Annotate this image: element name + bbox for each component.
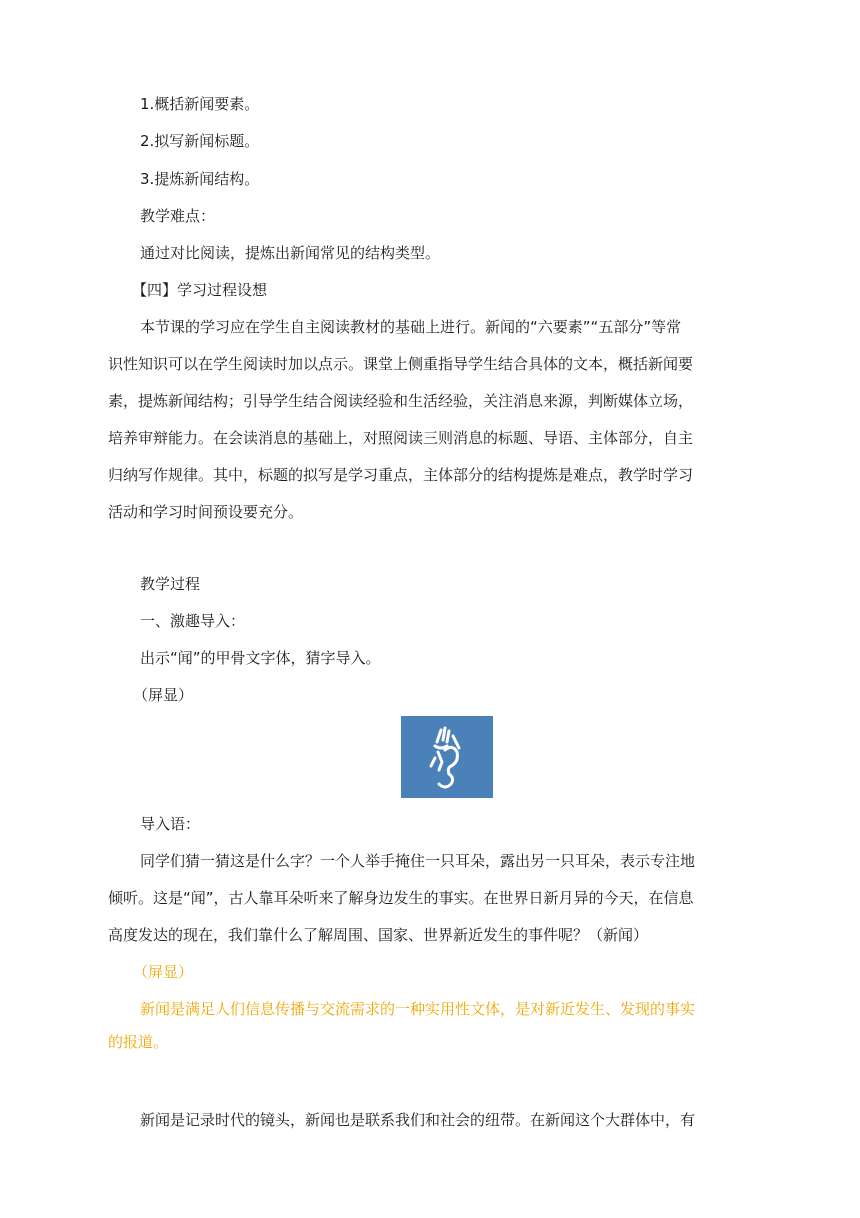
paragraph-line: 素，提炼新闻结构；引导学生结合阅读经验和生活经验，关注消息来源，判断媒体立场， xyxy=(108,392,694,410)
oracle-bone-wen-image xyxy=(401,716,493,798)
paragraph-line: 同学们猜一猜这是什么字？一个人举手掩住一只耳朵，露出另一只耳朵，表示专注地 xyxy=(140,852,696,870)
paragraph-line: 培养审辩能力。在会读消息的基础上，对照阅读三则消息的标题、导语、主体部分，自主 xyxy=(108,429,694,447)
definition-line: 的报道。 xyxy=(108,1033,169,1051)
section-heading: 【四】学习过程设想 xyxy=(132,281,268,299)
definition-line: 新闻是满足人们信息传播与交流需求的一种实用性文体，是对新近发生、发现的事实 xyxy=(140,1000,696,1018)
difficulty-text: 通过对比阅读，提炼出新闻常见的结构类型。 xyxy=(140,244,441,262)
step-title: 一、激趣导入： xyxy=(140,612,246,630)
step-instruction: 出示“闻”的甲骨文字体，猜字导入。 xyxy=(140,649,381,667)
process-title: 教学过程 xyxy=(140,575,201,593)
objective-3: 3.提炼新闻结构。 xyxy=(140,170,260,188)
paragraph-line: 识性知识可以在学生阅读时加以点示。课堂上侧重指导学生结合具体的文本，概括新闻要 xyxy=(108,355,694,373)
paragraph-line: 归纳写作规律。其中，标题的拟写是学习重点，主体部分的结构提炼是难点，教学时学习 xyxy=(108,466,694,484)
paragraph-line: 倾听。这是“闻”，古人靠耳朵听来了解身边发生的事实。在世界日新月异的今天，在信息 xyxy=(108,889,694,907)
objective-1: 1.概括新闻要素。 xyxy=(140,95,260,113)
closing-line: 新闻是记录时代的镜头，新闻也是联系我们和社会的纽带。在新闻这个大群体中，有 xyxy=(140,1111,696,1129)
objective-2: 2.拟写新闻标题。 xyxy=(140,132,260,150)
screen-show-label: （屏显） xyxy=(133,963,194,981)
oracle-glyph-icon xyxy=(401,716,493,798)
screen-show-label: （屏显） xyxy=(133,686,194,704)
intro-label: 导入语： xyxy=(140,815,201,833)
difficulty-label: 教学难点： xyxy=(140,207,216,225)
paragraph-line: 活动和学习时间预设要充分。 xyxy=(108,503,304,521)
paragraph-line: 高度发达的现在，我们靠什么了解周围、国家、世界新近发生的事件呢？（新闻） xyxy=(108,926,649,944)
paragraph-line: 本节课的学习应在学生自主阅读教材的基础上进行。新闻的“六要素”“五部分”等常 xyxy=(140,318,682,336)
